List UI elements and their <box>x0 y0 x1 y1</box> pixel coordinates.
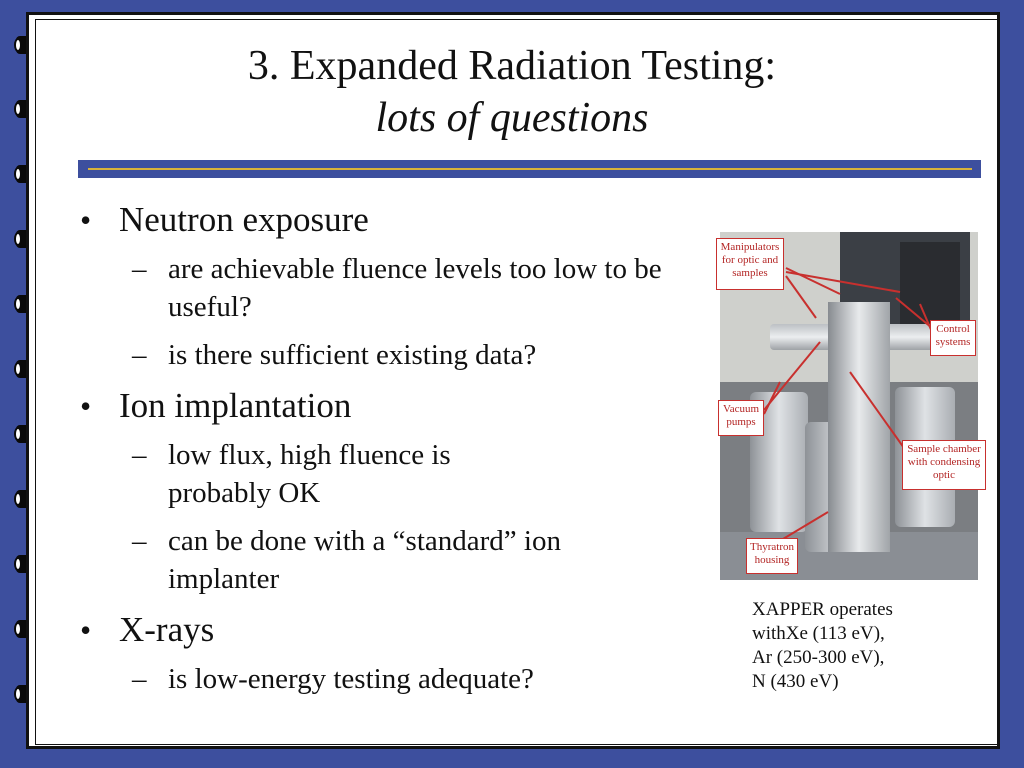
callout-control-systems: Control systems <box>930 320 976 356</box>
title-divider-accent <box>88 168 972 170</box>
title-main: 3. Expanded Radiation Testing: <box>247 43 777 89</box>
callout-manipulators: Manipulators for optic and samples <box>716 238 784 290</box>
caption-line: withXe (113 eV), <box>752 623 885 644</box>
callout-sample-chamber: Sample chamber with condensing optic <box>902 440 986 490</box>
bullet-item <box>80 608 700 652</box>
sub-bullet-text: is there sufficient existing data? <box>168 339 537 371</box>
sub-bullet-item <box>80 522 648 598</box>
bullet-text: Neutron exposure <box>119 200 369 239</box>
caption-line: XAPPER operates <box>752 599 893 620</box>
photo-sample-chamber <box>828 302 890 552</box>
bullet-item <box>80 384 700 428</box>
bullet-text: X-rays <box>119 610 215 649</box>
caption-line: N (430 eV) <box>752 671 839 692</box>
photo-control-rack <box>900 242 960 332</box>
sub-bullet-text: is low-energy testing adequate? <box>168 663 534 695</box>
sub-bullet-item <box>80 436 528 512</box>
sub-bullet-text: can be done with a “standard” ion implanter <box>168 525 561 595</box>
sub-bullet-text: low flux, high fluence is probably OK <box>168 439 451 509</box>
sub-bullet-item <box>80 336 700 374</box>
slide-title <box>60 40 964 144</box>
sub-bullet-text: are achievable fluence levels too low to be useful? <box>168 253 662 323</box>
title-subtitle: lots of questions <box>375 95 649 141</box>
bullet-item <box>80 198 700 242</box>
callout-vacuum-pumps: Vacuum pumps <box>718 400 764 436</box>
photo-caption <box>752 598 982 694</box>
callout-thyratron-housing: Thyratron housing <box>746 538 798 574</box>
sub-bullet-item <box>80 250 700 326</box>
sub-bullet-item <box>80 660 700 698</box>
bullet-list <box>80 198 700 708</box>
bullet-text: Ion implantation <box>119 386 352 425</box>
caption-line: Ar (250-300 eV), <box>752 647 885 668</box>
